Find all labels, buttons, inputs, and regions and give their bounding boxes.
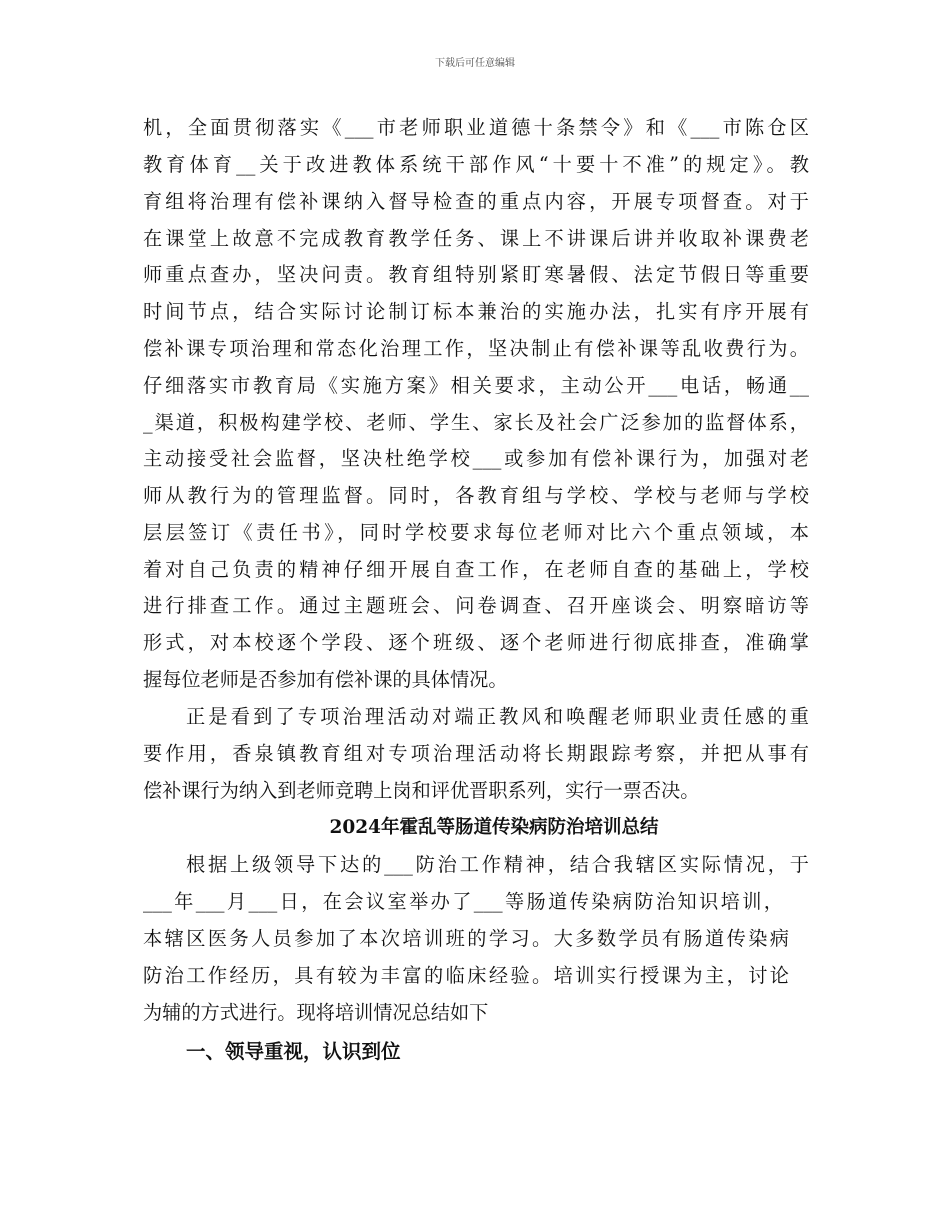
document-title: 2024年霍乱等肠道传染病防治培训总结 bbox=[329, 817, 659, 838]
paragraph-line: 师从教行为的管理监督。同时，各教育组与学校、学校与老师与学校 bbox=[143, 484, 809, 507]
paragraph-line: 根据上级领导下达的___防治工作精神，结合我辖区实际情况，于 bbox=[186, 853, 809, 876]
paragraph-line: 师重点查办，坚决问责。教育组特别紧盯寒暑假、法定节假日等重要 bbox=[143, 263, 809, 286]
paragraph-line: ___年___月___日，在会议室举办了___等肠道传染病防治知识培训， bbox=[143, 890, 783, 913]
paragraph-line: 偿补课专项治理和常态化治理工作，坚决制止有偿补课等乱收费行为。 bbox=[143, 337, 809, 360]
paragraph-line: 着对自己负责的精神仔细开展自查工作，在老师自查的基础上，学校 bbox=[143, 558, 809, 581]
paragraph-line: 育组将治理有偿补课纳入督导检查的重点内容，开展专项督查。对于 bbox=[143, 190, 809, 213]
section-heading: 一、领导重视，认识到位 bbox=[186, 1040, 401, 1063]
paragraph-line: 握每位老师是否参加有偿补课的具体情况。 bbox=[143, 668, 508, 691]
paragraph-line: 教育体育__关于改进教体系统干部作风“十要十不准”的规定》。教 bbox=[143, 153, 809, 176]
paragraph-line: 本辖区医务人员参加了本次培训班的学习。大多数学员有肠道传染病 bbox=[143, 927, 789, 950]
paragraph-line: 主动接受社会监督，坚决杜绝学校___或参加有偿补课行为，加强对老 bbox=[143, 447, 809, 470]
paragraph-line: 层层签订《责任书》，同时学校要求每位老师对比六个重点领域，本 bbox=[143, 521, 809, 544]
paragraph-line: 仔细落实市教育局《实施方案》相关要求，主动公开___电话，畅通__ bbox=[143, 374, 809, 397]
paragraph-line: 进行排查工作。通过主题班会、问卷调查、召开座谈会、明察暗访等 bbox=[143, 594, 809, 617]
paragraph-line: 偿补课行为纳入到老师竞聘上岗和评优晋职系列，实行一票否决。 bbox=[143, 779, 700, 802]
paragraph-line: 正是看到了专项治理活动对端正教风和唤醒老师职业责任感的重 bbox=[186, 705, 809, 728]
paragraph-line: _渠道，积极构建学校、老师、学生、家长及社会广泛参加的监督体系， bbox=[143, 411, 809, 434]
paragraph-line: 为辅的方式进行。现将培训情况总结如下 bbox=[143, 1001, 489, 1024]
paragraph-line: 时间节点，结合实际讨论制订标本兼治的实施办法，扎实有序开展有 bbox=[143, 300, 809, 323]
paragraph-line: 形式，对本校逐个学段、逐个班级、逐个老师进行彻底排查，准确掌 bbox=[143, 631, 809, 654]
paragraph-line: 防治工作经历，具有较为丰富的临床经验。培训实行授课为主，讨论 bbox=[143, 964, 789, 987]
paragraph-line: 机，全面贯彻落实《___市老师职业道德十条禁令》和《___市陈仓区 bbox=[143, 116, 809, 139]
paragraph-line: 在课堂上故意不完成教育教学任务、课上不讲课后讲并收取补课费老 bbox=[143, 227, 809, 250]
page-header-note: 下载后可任意编辑 bbox=[435, 58, 515, 69]
paragraph-line: 要作用，香泉镇教育组对专项治理活动将长期跟踪考察，并把从事有 bbox=[143, 742, 809, 765]
